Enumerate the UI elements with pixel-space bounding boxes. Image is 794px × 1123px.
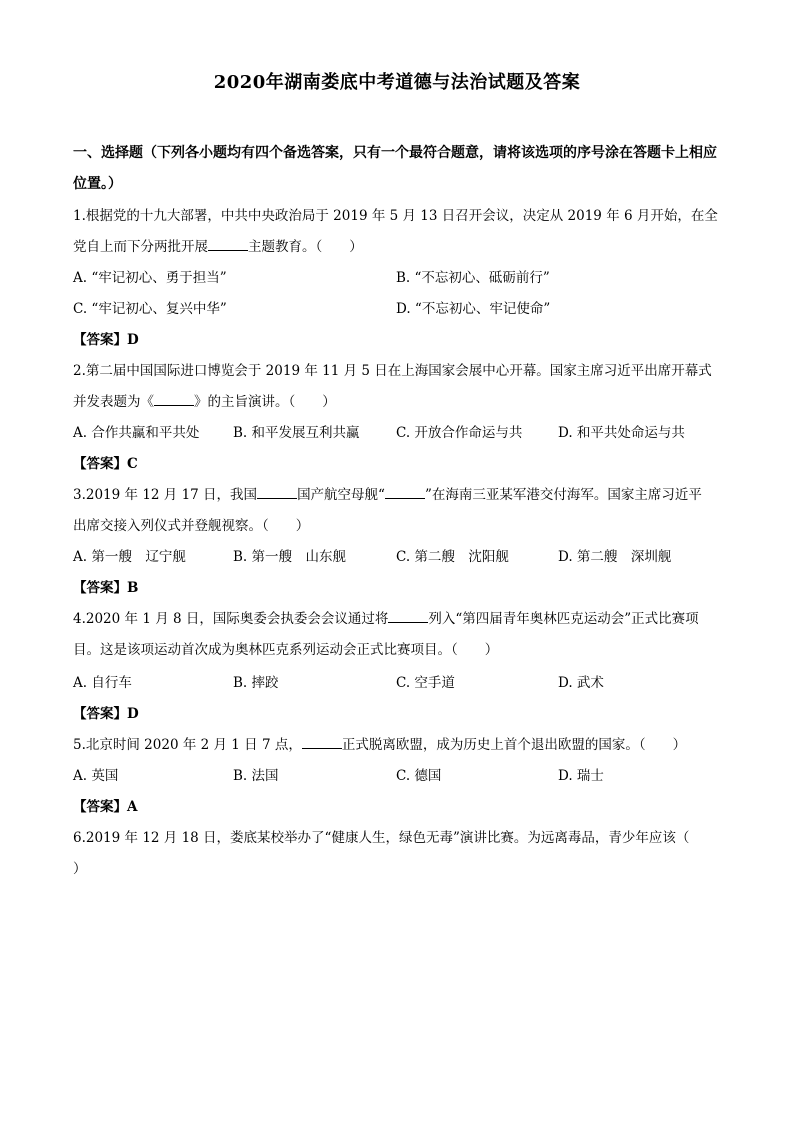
question-2-option-b: B. 和平发展互利共赢 [233, 425, 360, 441]
fill-blank [385, 486, 425, 499]
question-1-option-c: C. “牢记初心、复兴中华” [73, 301, 227, 317]
question-1-option-b: B. “不忘初心、砥砺前行” [396, 270, 550, 286]
question-4-option-c: C. 空手道 [396, 675, 455, 691]
question-4-stem-line1 [73, 607, 699, 627]
question-3-option-c: C. 第二艘 沈阳舰 [396, 549, 509, 565]
question-2-option-d: D. 和平共处命运与共 [558, 425, 685, 441]
question-3-stem-line2: 出席交接入列仪式并登舰视察。（ ） [73, 518, 310, 534]
question-1-stem-text-end: 主题教育。（ ） [248, 239, 363, 255]
question-3-answer: 【答案】B [73, 580, 139, 596]
question-3-option-d: D. 第二艘 深圳舰 [558, 549, 672, 565]
question-5-stem-text-end: 正式脱离欧盟，成为历史上首个退出欧盟的国家。（ ） [341, 737, 687, 753]
question-6-stem-line1: 6.2019 年 12 月 18 日，娄底某校举办了“健康人生，绿色无毒”演讲比赛。为远离毒品，青少年应该（ [73, 830, 690, 846]
fill-blank [208, 238, 248, 251]
question-3-stem-text-end: ”在海南三亚某军港交付海军。国家主席习近平 [424, 487, 702, 503]
question-4-option-a: A. 自行车 [73, 675, 132, 691]
question-6-stem-line2: ） [73, 861, 87, 877]
question-4-option-b: B. 摔跤 [233, 675, 279, 691]
question-5-option-d: D. 瑞士 [558, 768, 604, 784]
question-5-option-b: B. 法国 [233, 768, 279, 784]
question-5-stem-line1 [73, 733, 686, 753]
question-1-answer: 【答案】D [73, 332, 139, 348]
question-2-stem-text: 并发表题为《 [73, 394, 154, 410]
question-2-answer: 【答案】C [73, 456, 138, 472]
question-4-answer: 【答案】D [73, 706, 139, 722]
question-3-option-a: A. 第一艘 辽宁舰 [73, 549, 186, 565]
question-3-stem-text: 3.2019 年 12 月 17 日，我国 [73, 487, 258, 503]
question-2-stem-line1: 2.第二届中国国际进口博览会于 2019 年 11 月 5 日在上海国家会展中心开幕。国家主席习近平出席开幕式 [73, 363, 712, 379]
question-2-option-a: A. 合作共赢和平共处 [73, 425, 200, 441]
document-title: 2020年湖南娄底中考道德与法治试题及答案 [213, 72, 581, 93]
question-3-option-b: B. 第一艘 山东舰 [233, 549, 347, 565]
question-1-stem-line1: 1.根据党的十九大部署，中共中央政治局于 2019 年 5 月 13 日召开会议，决定从 2019 年 6 月开始，在全 [73, 208, 718, 224]
question-1-option-d: D. “不忘初心、牢记使命” [396, 301, 551, 317]
question-1-stem-line2 [73, 235, 363, 255]
question-1-stem-text: 党自上而下分两批开展 [73, 239, 208, 255]
question-2-stem-text-end: 》的主旨演讲。（ ） [194, 394, 336, 410]
question-3-stem-line1 [73, 483, 702, 503]
fill-blank [257, 486, 297, 499]
question-5-option-a: A. 英国 [73, 768, 119, 784]
question-5-answer: 【答案】A [73, 799, 138, 815]
fill-blank [388, 610, 428, 623]
question-4-stem-text-end: 列入“第四届青年奥林匹克运动会”正式比赛项 [428, 611, 699, 627]
section-heading-line1: 一、选择题（下列各小题均有四个备选答案，只有一个最符合题意，请将该选项的序号涂在答题卡上相应 [73, 145, 717, 161]
question-5-option-c: C. 德国 [396, 768, 442, 784]
fill-blank [154, 393, 194, 406]
section-heading-line2: 位置。） [73, 176, 122, 192]
question-3-stem-text-mid: 国产航空母舰“ [297, 487, 385, 503]
question-4-stem-line2: 目。这是该项运动首次成为奥林匹克系列运动会正式比赛项目。（ ） [73, 642, 499, 658]
question-5-stem-text: 5.北京时间 2020 年 2 月 1 日 7 点， [73, 737, 302, 753]
question-4-option-d: D. 武术 [558, 675, 604, 691]
question-1-option-a: A. “牢记初心、勇于担当” [73, 270, 227, 286]
fill-blank [302, 736, 342, 749]
question-2-stem-line2 [73, 390, 336, 410]
question-4-stem-text: 4.2020 年 1 月 8 日，国际奥委会执委会会议通过将 [73, 611, 389, 627]
question-2-option-c: C. 开放合作命运与共 [396, 425, 523, 441]
